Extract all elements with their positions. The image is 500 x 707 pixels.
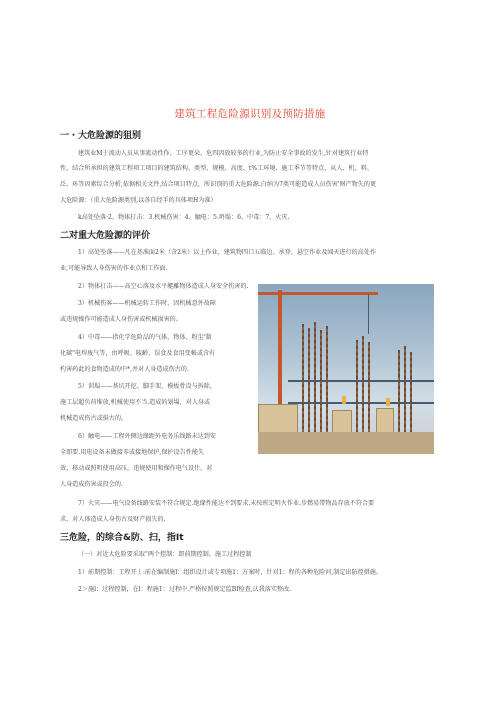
- section1-line-3: 泛、环等因素综合分析,依据相关文件,结合项目特点，所识别的重大危险源.白纳为7类可能造成人员伤害'财产物失的更: [60, 181, 377, 188]
- item3-line-2: 或违规操作可能造成人身伤害或机械损害的。: [60, 316, 182, 323]
- formwork-panel: [332, 410, 352, 434]
- section1-line-1: 建筑业M于流动人员从事流动性作、工序更朵、危四因放较多的行业,为防止安全事故的发生,针对建筑行业特: [78, 150, 369, 157]
- hazard-categories: k高处坠落·2、物体打击：3.机械伤害：4、触电：5.坍塌：6、中毒：7、火灾.: [78, 214, 290, 221]
- section1-line-2: 性，结合所承担的建筑工程项工项目的建筑结构、类型、规模、高度、t%工环境、施工季节等特点，从人、机、料、: [60, 165, 373, 172]
- rebar-column: [356, 340, 358, 434]
- item6-line-3: 效，移动或照明使用高压，违规使用和操作电气设仕，对: [60, 465, 213, 472]
- section1-heading: 一・大危险源的狙别: [60, 131, 142, 141]
- rebar-column: [404, 346, 406, 434]
- site-ground: [258, 432, 434, 454]
- section3-item2: 2＞施l：过程控制，在l：程施1：过程中.严格按照规定监Bf检查,认我落实整改.: [78, 586, 292, 593]
- rebar-column: [398, 350, 400, 434]
- section3-item1: 1）前期控制：工程开丄:前在编制施l：组织设计或专项施1：方案时，针对1：程的各种危险河,制定出防控措施。: [78, 569, 382, 576]
- scaffold-bar: [288, 402, 434, 404]
- crane-cable: [368, 294, 369, 334]
- formwork-panel: [376, 408, 394, 434]
- item3-line-1: 3）机械伤客——机械运转工作时，因机械意外故障: [78, 300, 216, 307]
- rebar-column: [314, 322, 316, 434]
- item5-line-2: 施工层超负荷堆放,机械使用不当.造成的划場，对人身或: [60, 399, 211, 406]
- rebar-column: [320, 330, 322, 434]
- section2-heading: 二对重大危险源的评价: [60, 231, 151, 241]
- item4-line-2: 化碳"电焊废气等，由呼吸、陵齢，误食及食用变帳或含有: [60, 350, 216, 357]
- item7-line-2: 求，对人体造成人身伤古及财产损失的.: [60, 516, 166, 523]
- section3-heading: 三危险，的综合&防、扫，指It: [60, 533, 184, 543]
- construction-site-photo: [258, 284, 434, 454]
- item4-line-1: 4）中毒——指化学危险品的气体、物体、粉尘'制: [78, 334, 212, 341]
- item5-line-1: 5）训塌——基坑开挖、脚手架、模板骨设与拆除，: [78, 383, 216, 390]
- item1-line-1: 1）高处坠落——凡在基准面2米（含2米）以上作业，建筑物四口五临边、承登、悬空作业及闻天进行的高处作: [78, 249, 377, 256]
- rebar-column: [410, 352, 412, 434]
- item6-line-2: 全即要.用电设备未做接零或接地保护,保护设告性能失: [60, 449, 205, 456]
- scaffold-bar: [288, 380, 434, 382]
- item1-line-2: 业,可能导致人身伤害的作业点和工作面.: [60, 265, 168, 272]
- crane-jib: [258, 292, 378, 295]
- item7-line-1: 7）火灾——电气设备线路安装不符合规定.绝缘性能达不到要求.未按班定明火作业.步燃易带物品存放不符合要: [78, 500, 375, 507]
- section1-line-4: 大危险源：（重大危险源类别,以各自经手的具体项H为准）: [60, 197, 217, 204]
- worker: [342, 396, 346, 404]
- worker: [386, 398, 390, 406]
- rebar-column: [362, 336, 364, 434]
- rebar-column: [368, 342, 370, 434]
- item2-text: 2）物体打击——高空心落及水平艇離物体造成人身安全伤害的.: [78, 283, 249, 290]
- formwork-panel: [258, 404, 298, 434]
- item6-line-4: 人身造成伤害或投会的.: [60, 481, 123, 488]
- item4-line-3: 杓害药此的食物造成的中*,并对人身造成伤古的.: [60, 366, 189, 373]
- item6-line-1: 6）触电——工程外侧边缘距外电务乐线路未达到安: [78, 433, 216, 440]
- item5-line-3: 机械造成伤古或損古的。: [60, 415, 128, 422]
- rebar-column: [302, 324, 304, 434]
- section3-subheading: （一）对近大危险要采取"两个控制：即前期控制、施工过程控制: [78, 551, 252, 558]
- document-title: 建筑工程危险源识别及预防措施: [174, 108, 326, 120]
